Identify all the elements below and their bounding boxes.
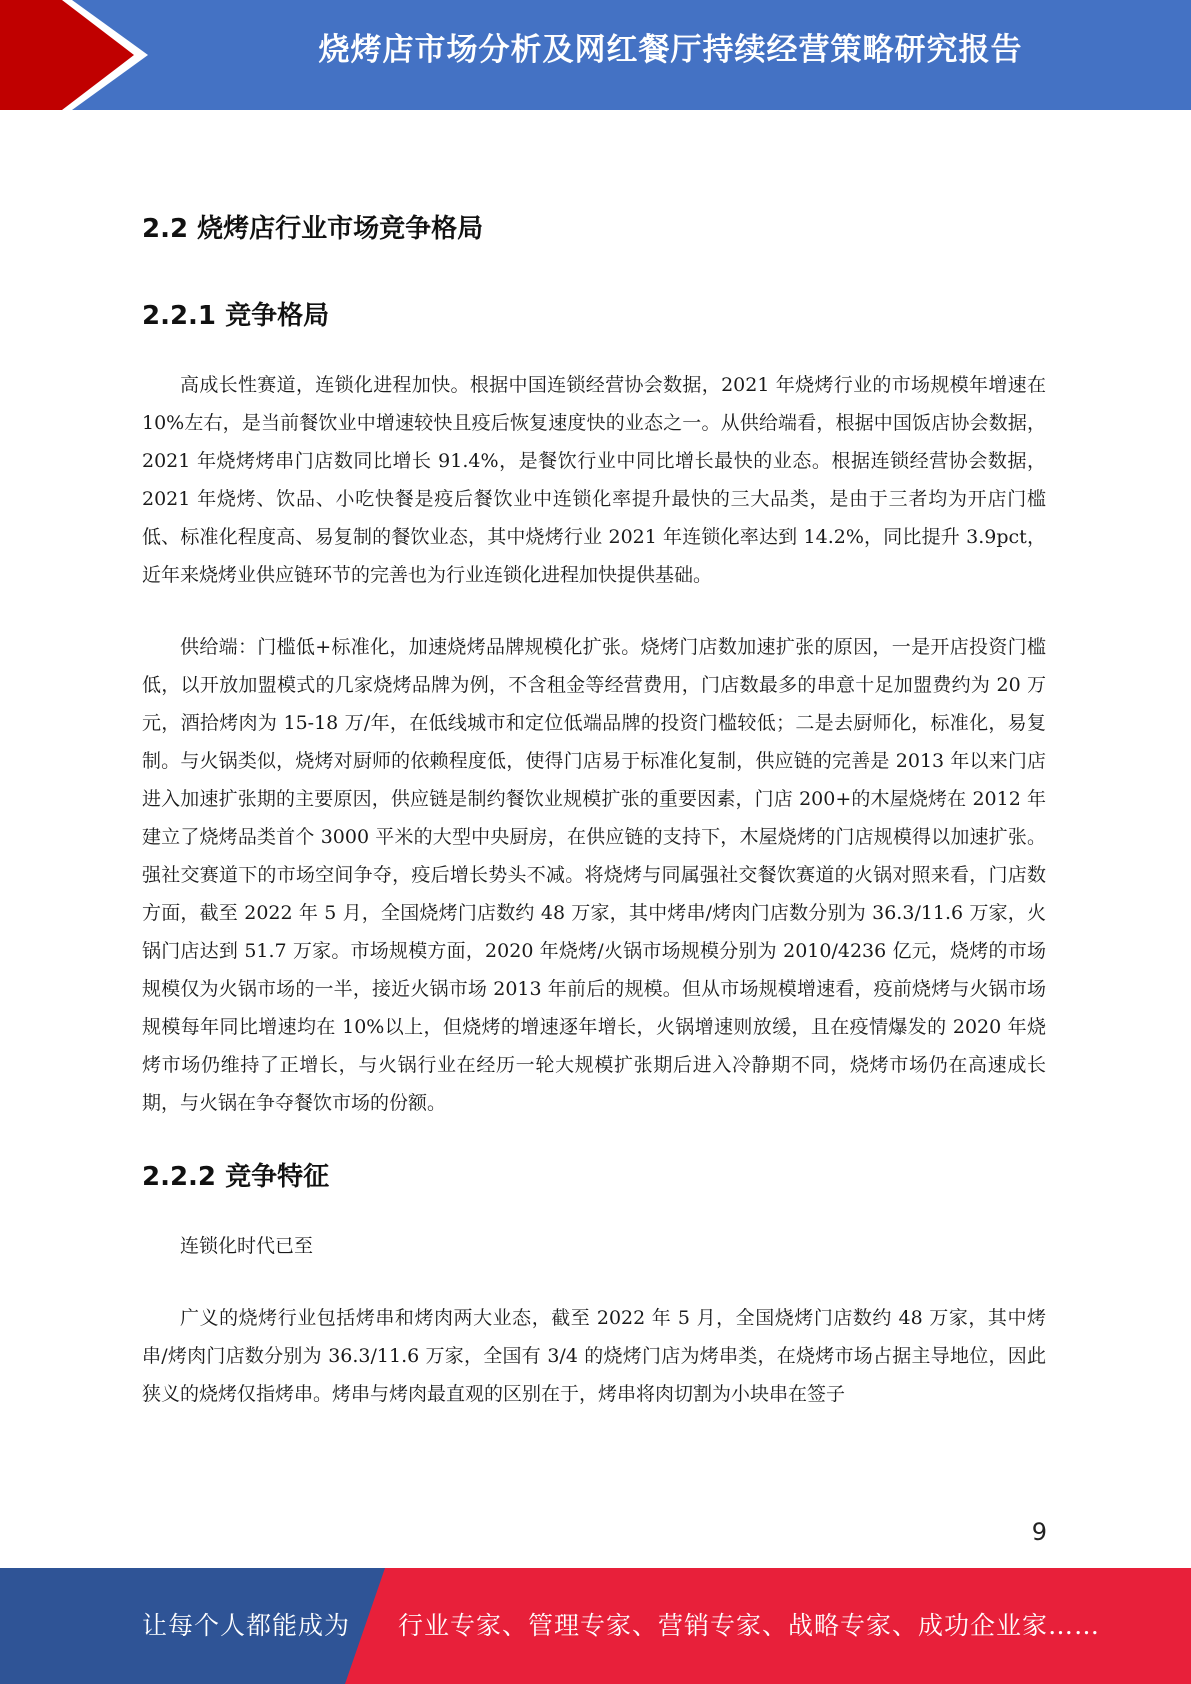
paragraph-3: 连锁化时代已至 [180, 1235, 314, 1257]
paragraph-2: 供给端：门槛低+标准化，加速烧烤品牌规模化扩张。烧烤门店数加速扩张的原因，一是开店投资门槛低，以开放加盟模式的几家烧烤品牌为例，不含租金等经营费用，门店数最多的串意十足加盟费约为 20 万元，酒拾烤肉为 15-18 万/年，在低线城市和定位低端品牌的投资门槛较低；二是去厨师化，标准化，易复制。与火锅类似，烧烤对厨师的依赖程度低，使得门店易于标准化复制，供应链的完善是 2013 年以来门店进入加速扩张期的主要原因，供应链是制约餐饮业规模扩张的重要因素，门店 200+的木屋烧烤在 2012 年建立了烧烤品类首个 3000 平米的大型中央厨房，在供应链的支持下，木屋烧烤的门店规模得以加速扩张。强社交赛道下的市场空间争夺，疫后增长势头不减。将烧烤与同属强社交餐饮赛道的火锅对照来看，门店数方面，截至 2022 年 5 月，全国烧烤门店数约 48 万家，其中烤串/烤肉门店数分别为 36.3/11.6 万家，火锅门店达到 51.7 万家。市场规模方面，2020 年烧烤/火锅市场规模分别为 2010/4236 亿元，烧烤的市场规模仅为火锅市场的一半，接近火锅市场 2013 年前后的规模。但从市场规模增速看，疫前烧烤与火锅市场规模每年同比增速均在 10%以上，但烧烤的增速逐年增长，火锅增速则放缓，且在疫情爆发的 2020 年烧烤市场仍维持了正增长，与火锅行业在经历一轮大规模扩张期后进入冷静期不同，烧烤市场仍在高速成长期，与火锅在争夺餐饮市场的份额。 [142, 636, 1046, 1114]
section-heading-2-2: 2.2 烧烤店行业市场竞争格局 [142, 214, 484, 244]
paragraph-1: 高成长性赛道，连锁化进程加快。根据中国连锁经营协会数据，2021 年烧烤行业的市场规模年增速在 10%左右，是当前餐饮业中增速较快且疫后恢复速度快的业态之一。从供给端看，根据中国饭店协会数据，2021 年烧烤烤串门店数同比增长 91.4%，是餐饮行业中同比增长最快的业态。根据连锁经营协会数据，2021 年烧烤、饮品、小吃快餐是疫后餐饮业中连锁化率提升最快的三大品类，是由于三者均为开店门槛低、标准化程度高、易复制的餐饮业态，其中烧烤行业 2021 年连锁化率达到 14.2%，同比提升 3.9pct，近年来烧烤业供应链环节的完善也为行业连锁化进程加快提供基础。 [142, 374, 1046, 586]
paragraph-4: 广义的烧烤行业包括烤串和烤肉两大业态，截至 2022 年 5 月，全国烧烤门店数约 48 万家，其中烤串/烤肉门店数分别为 36.3/11.6 万家，全国有 3/4 的烧烤门店为烤串类，在烧烤市场占据主导地位，因此狭义的烧烤仅指烤串。烤串与烤肉最直观的区别在于，烤串将肉切割为小块串在签子 [142, 1307, 1046, 1405]
header-title: 烧烤店市场分析及网红餐厅持续经营策略研究报告 [318, 32, 1023, 68]
document-body [142, 208, 1046, 1447]
page-number: 9 [1031, 1518, 1047, 1546]
footer-slogan-right: 行业专家、管理专家、营销专家、战略专家、成功企业家…… [398, 1611, 1101, 1640]
page-header [0, 0, 1191, 110]
footer-slogan-left: 让每个人都能成为 [142, 1611, 351, 1640]
section-heading-2-2-1: 2.2.1 竞争格局 [142, 301, 330, 331]
section-heading-2-2-2: 2.2.2 竞争特征 [142, 1162, 330, 1192]
page-footer [0, 1568, 1191, 1684]
